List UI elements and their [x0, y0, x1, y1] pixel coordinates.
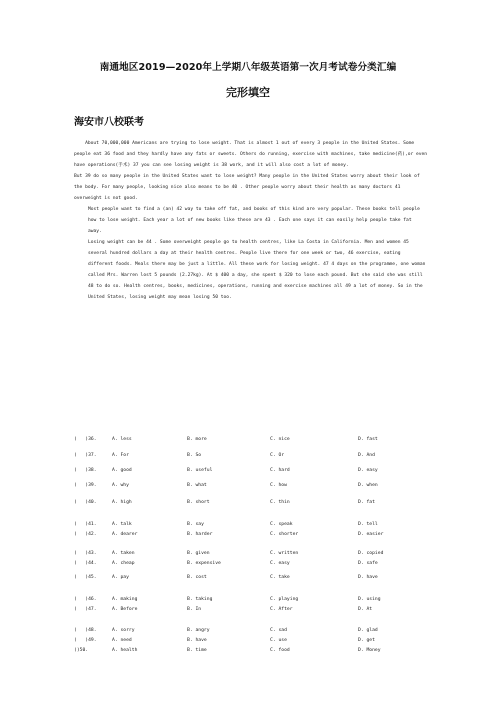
option-a: A. sorry: [112, 628, 135, 633]
option-c: C. hard: [270, 468, 290, 473]
option-d: D. safe: [358, 561, 378, 566]
option-a: A. taken: [112, 551, 135, 556]
option-a: A. health: [112, 648, 138, 653]
option-d: D. At: [358, 607, 373, 612]
option-d: D. copied: [358, 551, 384, 556]
option-c: C. thin: [270, 500, 290, 505]
option-a: A. making: [112, 597, 138, 602]
option-d: D. glad: [358, 628, 378, 633]
option-b: B. harder: [187, 532, 213, 537]
option-a: A. cheap: [112, 561, 135, 566]
option-c: C. playing: [270, 597, 299, 602]
question-row: [74, 638, 434, 648]
question-row: [74, 561, 434, 571]
option-b: B. expensive: [187, 561, 221, 566]
option-d: D. when: [358, 483, 378, 488]
question-number: ( )38.: [74, 468, 97, 473]
option-d: D. using: [358, 597, 381, 602]
question-number: ( )41.: [74, 522, 97, 527]
document-title: 南通地区2019—2020年上学期八年级英语第一次月考试卷分类汇编: [99, 62, 397, 73]
option-c: C. take: [270, 575, 290, 580]
passage-paragraph-3: Most people want to find a (an) 42 way to take off fat, and books of this kind are very popular. These books tell people how to lose weight. Each year a lot of new books like these are 43 . Each one says it can easily help people take fat away.: [88, 207, 423, 234]
question-row: [74, 468, 434, 478]
option-c: C. use: [270, 638, 287, 643]
option-c: C. After: [270, 607, 293, 612]
option-b: B. angry: [187, 628, 210, 633]
question-number: ( )46.: [74, 597, 97, 602]
question-row: [74, 437, 434, 447]
passage-paragraph-4: Losing weight can be 44 . Some overweight people go to health centres, like La Costa in California. Men and women 45 several hundred dollars a day at their health centres. People live there for one week or two, 46 exercise, eating different foods. Meals there may be just a little. All these work for losing weight. 47 4 days on the programme, one woman called Mrs. Warren lost 5 pounds (2.27kg). At $ 400 a day, she spent $ 320 to lose each pound. But she said she was still 48 to do so. Health centres, books, medicines, operations, running and exercise machines all 49 a lot of money. So in the United States, losing weight may mean losing 50 too.: [88, 240, 429, 300]
question-number: ( )40.: [74, 500, 97, 505]
option-d: D. tell: [358, 522, 378, 527]
option-c: C. sad: [270, 628, 287, 633]
cloze-passage: [74, 138, 428, 303]
option-b: B. given: [187, 551, 210, 556]
option-a: A. less: [112, 437, 132, 442]
passage-paragraph-1: About 70,000,000 Americans are trying to lose weight. That is almost 1 out of every 3 people in the United States. Some people eat 36 food and they hardly have any fats or sweets. Others do running, exercise with machines, take medicine(药),or even have operations(手术) 37 you can see losing weight is 38 work, and it will also cost a lot of money.: [74, 141, 430, 168]
option-d: D. easy: [358, 468, 378, 473]
question-row: [74, 628, 434, 638]
question-number: ( )37.: [74, 453, 97, 458]
question-row: [74, 483, 434, 493]
option-c: C. speak: [270, 522, 293, 527]
option-a: A. good: [112, 468, 132, 473]
option-b: B. short: [187, 500, 210, 505]
option-b: B. useful: [187, 468, 213, 473]
question-row: [74, 500, 434, 510]
question-number: ( )44.: [74, 561, 97, 566]
option-b: B. taking: [187, 597, 213, 602]
option-c: C. food: [270, 648, 290, 653]
option-b: B. have: [187, 638, 207, 643]
option-a: A. dearer: [112, 532, 138, 537]
option-c: C. how: [270, 483, 287, 488]
question-number: ( )48.: [74, 628, 97, 633]
option-b: B. In: [187, 607, 202, 612]
question-row: [74, 532, 434, 542]
option-d: D. And: [358, 453, 375, 458]
option-c: C. shorter: [270, 532, 299, 537]
option-c: C. written: [270, 551, 299, 556]
option-b: B. more: [187, 437, 207, 442]
option-b: B. cost: [187, 575, 207, 580]
question-number: ( )47.: [74, 607, 97, 612]
option-a: A. Before: [112, 607, 138, 612]
option-d: D. Money: [358, 648, 381, 653]
question-number: ( )36.: [74, 437, 97, 442]
document-subtitle: 完形填空: [226, 86, 270, 99]
option-a: A. talk: [112, 522, 132, 527]
question-row: [74, 597, 434, 607]
option-d: D. easier: [358, 532, 384, 537]
section-heading: 海安市八校联考: [74, 117, 144, 128]
question-number: ()50.: [74, 648, 89, 653]
option-b: B. So: [187, 453, 202, 458]
question-row: [74, 551, 434, 561]
option-a: A. why: [112, 483, 129, 488]
question-row: [74, 522, 434, 532]
question-number: ( )42.: [74, 532, 97, 537]
question-number: ( )45.: [74, 575, 97, 580]
option-a: A. pay: [112, 575, 129, 580]
option-b: B. say: [187, 522, 204, 527]
question-number: ( )39.: [74, 483, 97, 488]
option-b: B. what: [187, 483, 207, 488]
question-number: ( )49.: [74, 638, 97, 643]
option-a: A. need: [112, 638, 132, 643]
option-c: C. easy: [270, 561, 290, 566]
option-d: D. fat: [358, 500, 375, 505]
option-d: D. fast: [358, 437, 378, 442]
option-d: D. have: [358, 575, 378, 580]
passage-paragraph-2: But 39 do so many people in the United States want to lose weight? Many people in the United States worry about their look of the body. For many people, looking nice also means to be 40 . Other people worry about their health as many doctors 41 overweight is not good.: [74, 174, 423, 201]
option-a: A. For: [112, 453, 129, 458]
option-a: A. high: [112, 500, 132, 505]
question-row: [74, 648, 434, 658]
option-d: D. get: [358, 638, 375, 643]
question-row: [74, 575, 434, 585]
option-c: C. nice: [270, 437, 290, 442]
question-number: ( )43.: [74, 551, 97, 556]
option-b: B. time: [187, 648, 207, 653]
option-c: C. Or: [270, 453, 285, 458]
question-row: [74, 453, 434, 463]
question-row: [74, 607, 434, 617]
